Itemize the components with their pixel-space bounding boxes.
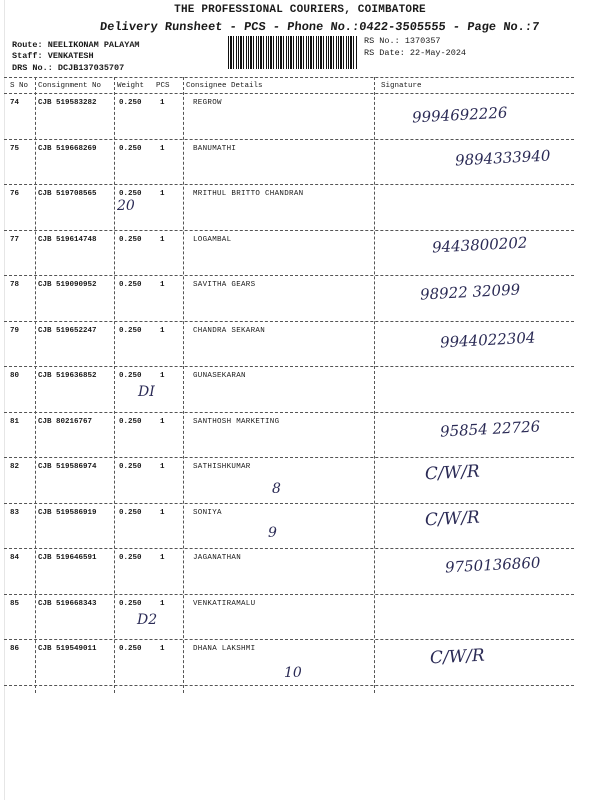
- cell-consignee: BANUMATHI: [193, 144, 237, 153]
- cell-consignee: SONIYA: [193, 508, 222, 517]
- rs-date-value: 22-May-2024: [409, 48, 467, 58]
- cell-pcs: 1: [160, 99, 165, 107]
- cell-consignment: CJB 80216767: [38, 417, 93, 426]
- col-header-pcs: PCS: [156, 82, 170, 90]
- cell-consignment: CJB 519586974: [38, 463, 97, 471]
- cell-consignment: CJB 519614748: [38, 235, 97, 244]
- row-rule: [4, 321, 574, 322]
- cell-weight: 0.250: [119, 599, 142, 608]
- col-header-consignment: Consignment No: [38, 82, 102, 90]
- barcode: [228, 36, 358, 69]
- handwritten-mark: 10: [284, 665, 302, 681]
- staff-label: Staff:: [12, 51, 43, 61]
- handwritten-mark: 9: [268, 524, 277, 541]
- row-rule: [4, 457, 574, 458]
- cell-consignee: GUNASEKARAN: [193, 372, 246, 380]
- cell-sno: 75: [10, 144, 20, 153]
- column-divider: [35, 77, 36, 693]
- cell-sno: 79: [10, 326, 20, 335]
- table-row: [0, 645, 600, 681]
- cell-weight: 0.250: [119, 417, 142, 426]
- cell-sno: 81: [10, 417, 20, 426]
- cell-sno: 83: [10, 508, 20, 517]
- cell-weight: 0.250: [119, 372, 142, 380]
- handwritten-signature: C/W/R: [424, 461, 481, 485]
- cell-sno: 85: [10, 599, 20, 608]
- cell-weight: 0.250: [119, 326, 142, 335]
- table-row: [0, 599, 600, 628]
- cell-consignee: REGROW: [193, 99, 222, 107]
- runsheet-title: Delivery Runsheet - PCS - Phone No.:0422-3505555 - Page No.:7: [99, 20, 541, 34]
- cell-consignee: VENKATIRAMALU: [193, 599, 256, 608]
- cell-weight: 0.250: [119, 144, 142, 153]
- rs-no-line: [364, 36, 441, 46]
- column-divider: [374, 77, 375, 693]
- handwritten-mark: DI: [138, 384, 155, 400]
- cell-pcs: 1: [160, 235, 165, 244]
- row-rule: [4, 230, 574, 231]
- staff-line: [12, 51, 94, 61]
- handwritten-signature: 9750136860: [444, 553, 541, 577]
- row-rule: [4, 412, 574, 413]
- handwritten-signature: C/W/R: [429, 645, 486, 669]
- drs-value: DCJB137035707: [57, 63, 125, 73]
- row-rule: [4, 184, 574, 185]
- table-row: [0, 280, 600, 304]
- cell-consignment: CJB 519668269: [38, 144, 97, 153]
- cell-consignee: CHANDRA SEKARAN: [193, 326, 266, 335]
- cell-sno: 76: [10, 190, 20, 198]
- handwritten-signature: C/W/R: [424, 507, 481, 530]
- cell-consignee: MRITHUL BRITTO CHANDRAN: [193, 190, 304, 198]
- staff-value: VENKATESH: [47, 51, 94, 61]
- handwritten-signature: 9944022304: [439, 328, 536, 351]
- cell-consignment: CJB 519668343: [38, 599, 97, 608]
- cell-sno: 80: [10, 372, 20, 380]
- col-header-weight: Weight: [117, 82, 145, 90]
- drs-line: [12, 63, 124, 73]
- handwritten-mark: 8: [272, 481, 281, 497]
- handwritten-signature: 9894333940: [454, 146, 551, 169]
- cell-consignee: LOGAMBAL: [193, 235, 232, 244]
- handwritten-mark: D2: [137, 611, 158, 628]
- cell-consignment: CJB 519646591: [38, 554, 97, 562]
- cell-consignee: JAGANATHAN: [193, 554, 242, 562]
- cell-pcs: 1: [160, 144, 165, 153]
- cell-pcs: 1: [160, 372, 165, 380]
- cell-weight: 0.250: [119, 281, 142, 289]
- table-row: [0, 416, 600, 441]
- cell-sno: 84: [10, 554, 20, 562]
- route-label: Route:: [12, 40, 43, 50]
- cell-pcs: 1: [160, 326, 165, 335]
- table-row: [0, 372, 600, 400]
- handwritten-signature: 95854 22726: [439, 416, 541, 441]
- table-row: [0, 461, 600, 497]
- rs-date-line: [364, 48, 466, 58]
- col-header-consignee: Consignee Details: [186, 82, 263, 90]
- drs-label: DRS No.:: [12, 63, 53, 73]
- row-rule: [4, 366, 574, 367]
- rs-date-label: RS Date:: [364, 48, 405, 58]
- col-header-sno: S No: [10, 82, 29, 90]
- company-name: THE PROFESSIONAL COURIERS, COIMBATORE: [174, 4, 426, 16]
- table-row: [0, 99, 600, 127]
- route-line: [12, 40, 140, 50]
- cell-pcs: 1: [160, 417, 165, 426]
- cell-weight: 0.250: [119, 190, 142, 198]
- row-rule: [4, 139, 574, 140]
- cell-pcs: 1: [160, 508, 165, 517]
- table-row: [0, 326, 600, 351]
- row-rule: [4, 594, 574, 595]
- cell-consignment: CJB 519583282: [38, 99, 97, 107]
- cell-sno: 77: [10, 235, 20, 244]
- cell-consignee: SANTHOSH MARKETING: [193, 417, 280, 426]
- cell-sno: 74: [10, 99, 20, 107]
- row-rule: [4, 548, 574, 549]
- col-header-signature: Signature: [381, 82, 422, 90]
- scan-edge: [4, 0, 5, 800]
- row-rule: [4, 503, 574, 504]
- cell-pcs: 1: [160, 463, 165, 471]
- route-value: NEELIKONAM PALAYAM: [47, 40, 140, 50]
- table-top-rule: [4, 77, 574, 78]
- cell-consignment: CJB 519708565: [38, 190, 97, 198]
- cell-consignment: CJB 519636852: [38, 372, 97, 380]
- cell-consignee: SATHISHKUMAR: [193, 463, 251, 471]
- cell-consignment: CJB 519090952: [38, 281, 97, 289]
- column-divider: [183, 77, 184, 693]
- table-row: [0, 553, 600, 577]
- header-bottom-rule: [4, 93, 574, 94]
- cell-consignee: SAVITHA GEARS: [193, 281, 256, 289]
- table-row: [0, 190, 600, 214]
- handwritten-signature: 9443800202: [431, 233, 528, 256]
- cell-pcs: 1: [160, 599, 165, 608]
- cell-weight: 0.250: [119, 99, 142, 107]
- cell-consignment: CJB 519586919: [38, 508, 97, 517]
- rs-no-value: 1370357: [404, 36, 441, 46]
- cell-sno: 82: [10, 463, 20, 471]
- cell-weight: 0.250: [119, 645, 142, 653]
- handwritten-signature: 9994692226: [411, 103, 508, 127]
- cell-pcs: 1: [160, 645, 165, 653]
- cell-weight: 0.250: [119, 235, 142, 244]
- cell-sno: 78: [10, 281, 20, 289]
- table-row: [0, 233, 600, 256]
- rs-no-label: RS No.:: [364, 36, 400, 46]
- cell-consignee: DHANA LAKSHMI: [193, 645, 256, 653]
- cell-consignment: CJB 519549011: [38, 645, 97, 653]
- table-row: [0, 144, 600, 169]
- cell-sno: 86: [10, 645, 20, 653]
- handwritten-mark: 20: [117, 198, 135, 214]
- cell-weight: 0.250: [119, 508, 142, 517]
- handwritten-signature: 98922 32099: [419, 280, 521, 304]
- cell-pcs: 1: [160, 554, 165, 562]
- cell-consignment: CJB 519652247: [38, 326, 97, 335]
- cell-weight: 0.250: [119, 463, 142, 471]
- cell-weight: 0.250: [119, 554, 142, 562]
- row-rule: [4, 639, 574, 640]
- row-rule: [4, 275, 574, 276]
- table-row: [0, 507, 600, 541]
- cell-pcs: 1: [160, 190, 165, 198]
- cell-pcs: 1: [160, 281, 165, 289]
- column-divider: [114, 77, 115, 693]
- row-rule: [4, 685, 574, 686]
